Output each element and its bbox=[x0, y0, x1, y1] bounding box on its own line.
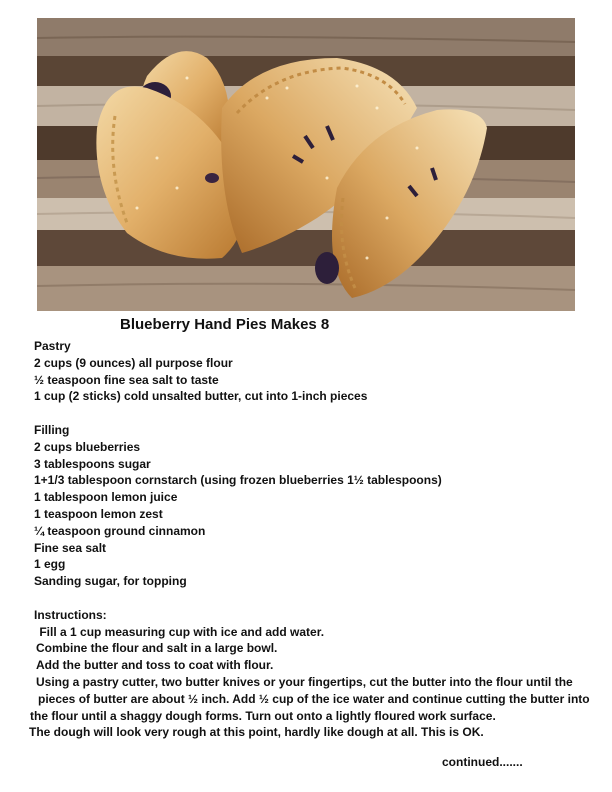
recipe-body bbox=[29, 338, 590, 741]
instruction-line: the flour until a shaggy dough forms. Turn out onto a lightly floured work surface. bbox=[30, 708, 496, 723]
instruction-line: pieces of butter are about ½ inch. Add ½ cup of the ice water and continue cutting the butter into bbox=[38, 691, 590, 706]
ingredient-line: 1 egg bbox=[34, 557, 66, 572]
ingredient-line: ½ teaspoon fine sea salt to taste bbox=[34, 372, 219, 387]
instruction-line: Add the butter and toss to coat with flour. bbox=[36, 658, 274, 673]
instruction-line: Combine the flour and salt in a large bowl. bbox=[36, 641, 278, 656]
ingredient-line: 2 cups blueberries bbox=[34, 439, 141, 454]
ingredient-line: 2 cups (9 ounces) all purpose flour bbox=[34, 355, 233, 370]
filling-heading: Filling bbox=[34, 422, 70, 437]
ingredient-line: 1 cup (2 sticks) cold unsalted butter, cut into 1-inch pieces bbox=[34, 389, 368, 404]
ingredient-line: Sanding sugar, for topping bbox=[34, 574, 187, 589]
ingredient-line: Fine sea salt bbox=[34, 540, 107, 555]
instructions-heading: Instructions: bbox=[34, 607, 107, 622]
continued-note: continued....... bbox=[442, 755, 523, 769]
recipe-title: Blueberry Hand Pies Makes 8 bbox=[120, 316, 330, 333]
instruction-line: Using a pastry cutter, two butter knives or your fingertips, cut the butter into the flour until the bbox=[36, 674, 573, 689]
ingredient-line: 1 teaspoon lemon zest bbox=[34, 506, 163, 521]
ingredient-line: ¼ teaspoon ground cinnamon bbox=[34, 523, 206, 538]
hand-pies-photo bbox=[37, 18, 575, 311]
pastry-heading: Pastry bbox=[34, 339, 71, 353]
ingredient-line: 1 tablespoon lemon juice bbox=[34, 490, 178, 505]
instruction-line: Fill a 1 cup measuring cup with ice and add water. bbox=[36, 624, 325, 639]
ingredient-line: 3 tablespoons sugar bbox=[34, 456, 151, 471]
ingredient-line: 1+1/3 tablespoon cornstarch (using frozen blueberries 1½ tablespoons) bbox=[34, 473, 442, 488]
instruction-line: The dough will look very rough at this point, hardly like dough at all. This is OK. bbox=[29, 725, 484, 740]
